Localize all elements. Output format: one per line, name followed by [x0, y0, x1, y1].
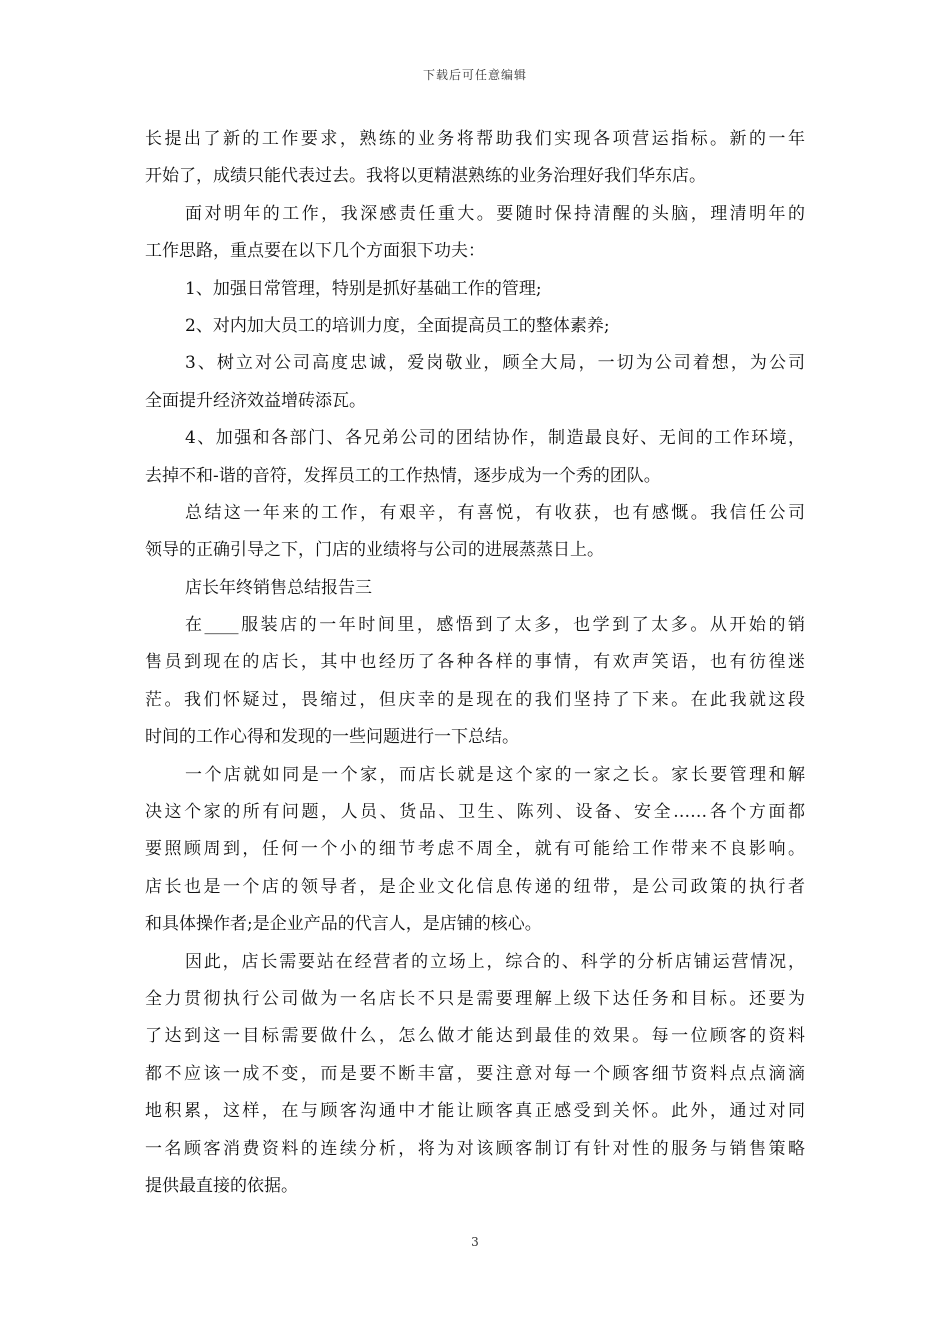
list-item: 1、加强日常管理，特别是抓好基础工作的管理; [185, 278, 542, 299]
list-item: 2、对内加大员工的培训力度，全面提高员工的整体素养; [185, 315, 610, 336]
body-line: 去掉不和-谐的音符，发挥员工的工作热情，逐步成为一个秀的团队。 [145, 465, 661, 486]
page-header: 下载后可任意编辑 [422, 68, 527, 82]
body-line: 都不应该一成不变，而是要不断丰富，要注意对每一个顾客细节资料点点滴滴 [145, 1063, 805, 1084]
body-line: 茫。我们怀疑过，畏缩过，但庆幸的是现在的我们坚持了下来。在此我就这段 [145, 689, 805, 710]
list-item: 3、树立对公司高度忠诚，爱岗敬业，顾全大局，一切为公司着想，为公司 [185, 353, 805, 374]
body-line: 时间的工作心得和发现的一些问题进行一下总结。 [145, 727, 519, 748]
body-line: 售员到现在的店长，其中也经历了各种各样的事情，有欢声笑语，也有彷徨迷 [145, 652, 805, 673]
body-line: 决这个家的所有问题，人员、货品、卫生、陈列、设备、安全……各个方面都 [145, 802, 805, 823]
body-line: 工作思路，重点要在以下几个方面狠下功夫： [145, 241, 485, 262]
body-line: 地积累，这样，在与顾客沟通中才能让顾客真正感受到关怀。此外，通过对同 [145, 1101, 805, 1122]
body-line: 要照顾周到，任何一个小的细节考虑不周全，就有可能给工作带来不良影响。 [145, 839, 805, 860]
body-line: 全面提升经济效益增砖添瓦。 [145, 390, 366, 411]
list-item: 4、加强和各部门、各兄弟公司的团结协作，制造最良好、无间的工作环境， [185, 428, 805, 449]
body-line: 开始了，成绩只能代表过去。我将以更精湛熟练的业务治理好我们华东店。 [145, 166, 706, 187]
body-line: 总结这一年来的工作，有艰辛，有喜悦，有收获，也有感慨。我信任公司 [185, 502, 805, 523]
body-line: 面对明年的工作，我深感责任重大。要随时保持清醒的头脑，理清明年的 [185, 203, 805, 224]
body-line: 提供最直接的依据。 [145, 1175, 298, 1196]
body-line: 店长也是一个店的领导者，是企业文化信息传递的纽带，是公司政策的执行者 [145, 876, 805, 897]
body-line: 一个店就如同是一个家，而店长就是这个家的一家之长。家长要管理和解 [185, 764, 805, 785]
document-body [145, 121, 805, 1205]
body-line: 一名顾客消费资料的连续分析，将为对该顾客制订有针对性的服务与销售策略 [145, 1138, 805, 1159]
body-line: 因此，店长需要站在经营者的立场上，综合的、科学的分析店铺运营情况， [185, 951, 805, 972]
body-line: 在____服装店的一年时间里，感悟到了太多，也学到了太多。从开始的销 [185, 615, 805, 636]
body-line: 领导的正确引导之下，门店的业绩将与公司的进展蒸蒸日上。 [145, 540, 604, 561]
body-line: 全力贯彻执行公司做为一名店长不只是需要理解上级下达任务和目标。还要为 [145, 988, 805, 1009]
section-heading: 店长年终销售总结报告三 [185, 577, 372, 598]
body-line: 长提出了新的工作要求，熟练的业务将帮助我们实现各项营运指标。新的一年 [145, 129, 805, 149]
page-number: 3 [471, 1235, 479, 1249]
body-line: 和具体操作者;是企业产品的代言人，是店铺的核心。 [145, 914, 542, 935]
body-line: 了达到这一目标需要做什么，怎么做才能达到最佳的效果。每一位顾客的资料 [145, 1026, 805, 1047]
